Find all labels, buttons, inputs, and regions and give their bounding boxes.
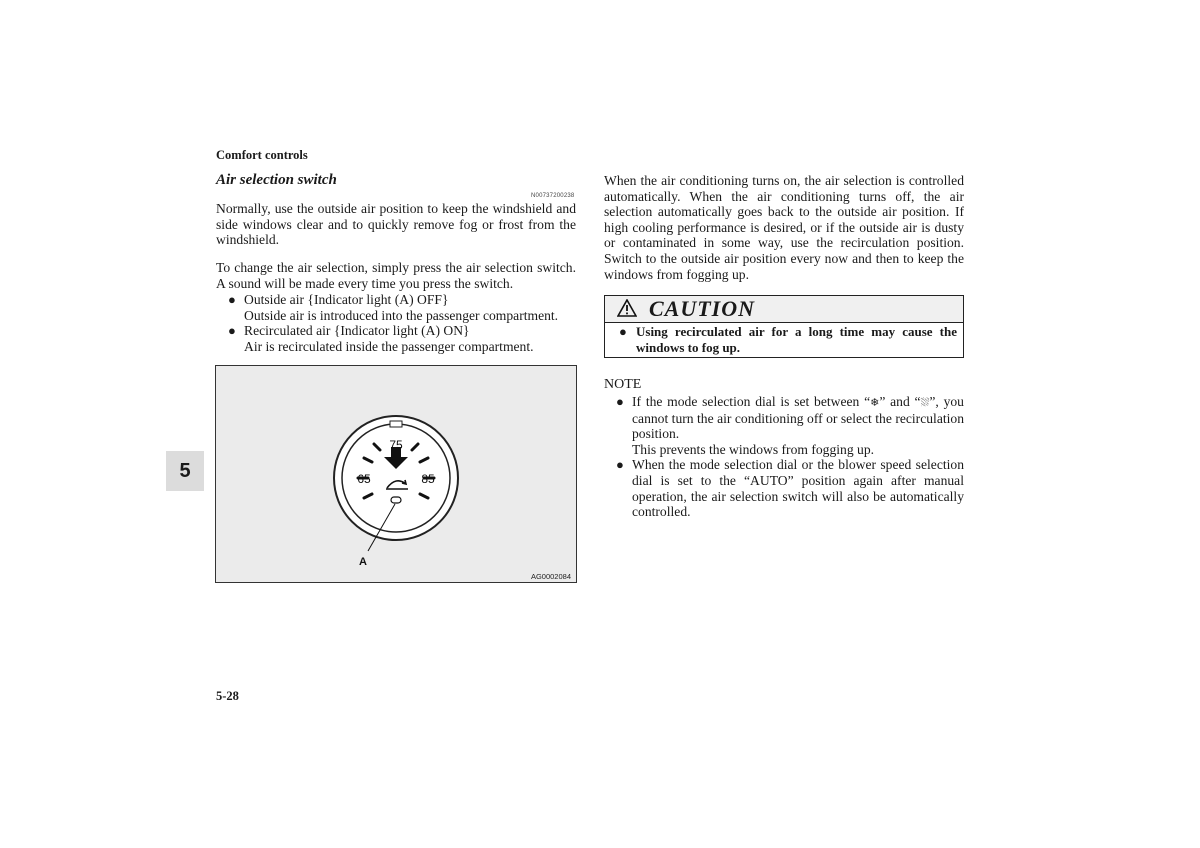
dial-label-left: 65 <box>357 472 371 486</box>
automatic-control-paragraph: When the air conditioning turns on, the air selection is controlled automatically. When the air conditioning turns off, the air selection automatically goes back to the outside air position. If high cooling performance is desired, or if the outside air is dusty or contaminated in some way, use the recirculation position. Switch to the outside air position every now and then to keep the windows from fogging up. <box>604 173 964 282</box>
bullet-icon: ● <box>616 457 624 473</box>
list-item <box>216 323 576 339</box>
instruction-paragraph: To change the air selection, simply press the air selection switch. A sound will be made every time you press the switch. <box>216 260 576 291</box>
reference-code: N00737200238 <box>531 193 575 199</box>
note-text-part: ”, you cannot turn the air conditioning off or select the recirculation position. <box>632 394 964 442</box>
bullet-icon: ● <box>619 324 627 339</box>
intro-paragraph: Normally, use the outside air position to keep the windshield and side windows clear and to quickly remove fog or frost from the windshield. <box>216 201 576 248</box>
bullet-icon: ● <box>616 394 624 409</box>
defrost-mode-icon: ⛆ <box>920 396 930 409</box>
dial-label-top: 75 <box>389 438 403 452</box>
dial-label-right: 85 <box>421 472 435 486</box>
face-defrost-mode-icon: ❄︎ <box>870 396 880 409</box>
caution-title: CAUTION <box>649 296 756 321</box>
note-item <box>616 457 964 519</box>
page-number: 5-28 <box>216 689 239 703</box>
warning-triangle-icon <box>617 299 637 317</box>
list-item-description: Air is recirculated inside the passenger compartment. <box>244 338 534 354</box>
dial-top-notch <box>390 421 402 427</box>
caution-text <box>605 323 963 355</box>
dial-drawing <box>216 366 576 582</box>
bullet-icon: ● <box>228 292 236 307</box>
list-item-label: Outside air {Indicator light (A) OFF} <box>244 292 449 307</box>
list-item-description: Outside air is introduced into the passenger compartment. <box>244 307 559 323</box>
note-item-extra: This prevents the windows from fogging up. <box>632 441 875 457</box>
note-label: NOTE <box>604 377 642 392</box>
air-mode-list <box>216 292 576 354</box>
dial-outer-ring <box>334 416 458 540</box>
indicator-light <box>391 497 401 503</box>
figure-code: AG0002084 <box>530 572 571 581</box>
caution-box <box>604 295 964 358</box>
note-text-part: If the mode selection dial is set between “ <box>632 394 871 409</box>
note-text-part: ” and “ <box>879 394 921 409</box>
note-item <box>616 394 964 457</box>
section-title: Air selection switch <box>216 172 337 188</box>
section-header: Comfort controls <box>216 148 308 162</box>
chapter-tab: 5 <box>166 451 204 491</box>
note-text: When the mode selection dial or the blower speed selection dial is set to the “AUTO” position again after manual operation, the air selection switch will also be automatically controlled. <box>632 457 964 520</box>
note-list <box>616 394 964 520</box>
caution-header <box>605 296 963 323</box>
list-item <box>216 292 576 308</box>
list-item-label: Recirculated air {Indicator light (A) ON} <box>244 323 470 339</box>
dial-illustration <box>215 365 577 583</box>
callout-label: A <box>359 556 367 568</box>
bullet-icon: ● <box>228 323 236 339</box>
caution-message: Using recirculated air for a long time may cause the windows to fog up. <box>636 324 957 355</box>
